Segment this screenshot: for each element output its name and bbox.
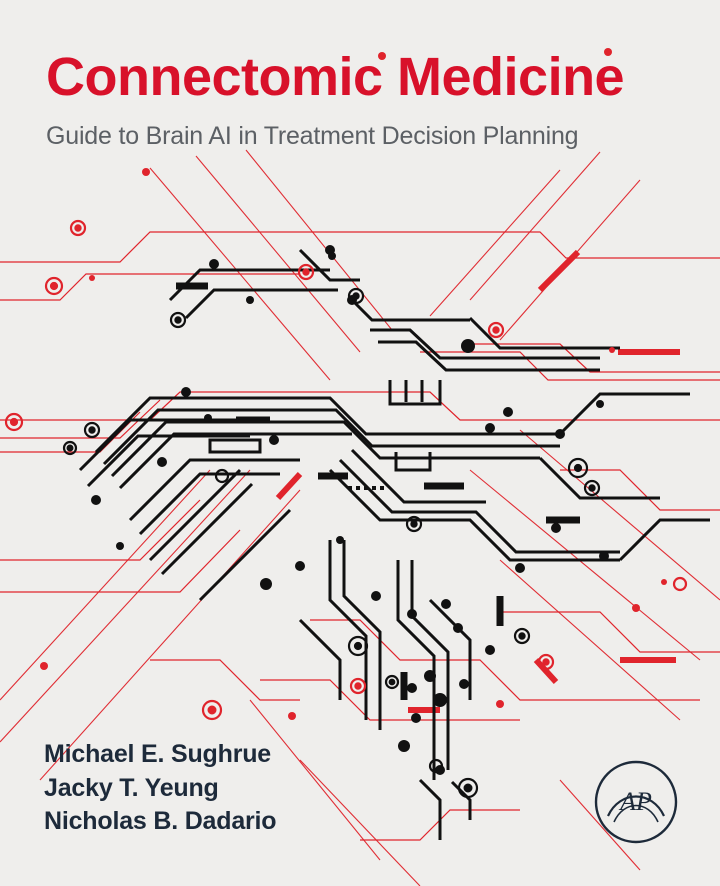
book-subtitle: Guide to Brain AI in Treatment Decision Planning [46,122,579,151]
author-name: Jacky T. Yeung [44,773,219,802]
author-name: Michael E. Sughrue [44,740,272,769]
author-name: Nicholas B. Dadario [44,806,277,835]
book-title: Connectomic Medicine [46,47,625,107]
title-block [46,48,696,151]
publisher-monogram: AP [620,787,652,816]
author-list [44,738,276,838]
academic-press-logo-icon [594,760,678,844]
